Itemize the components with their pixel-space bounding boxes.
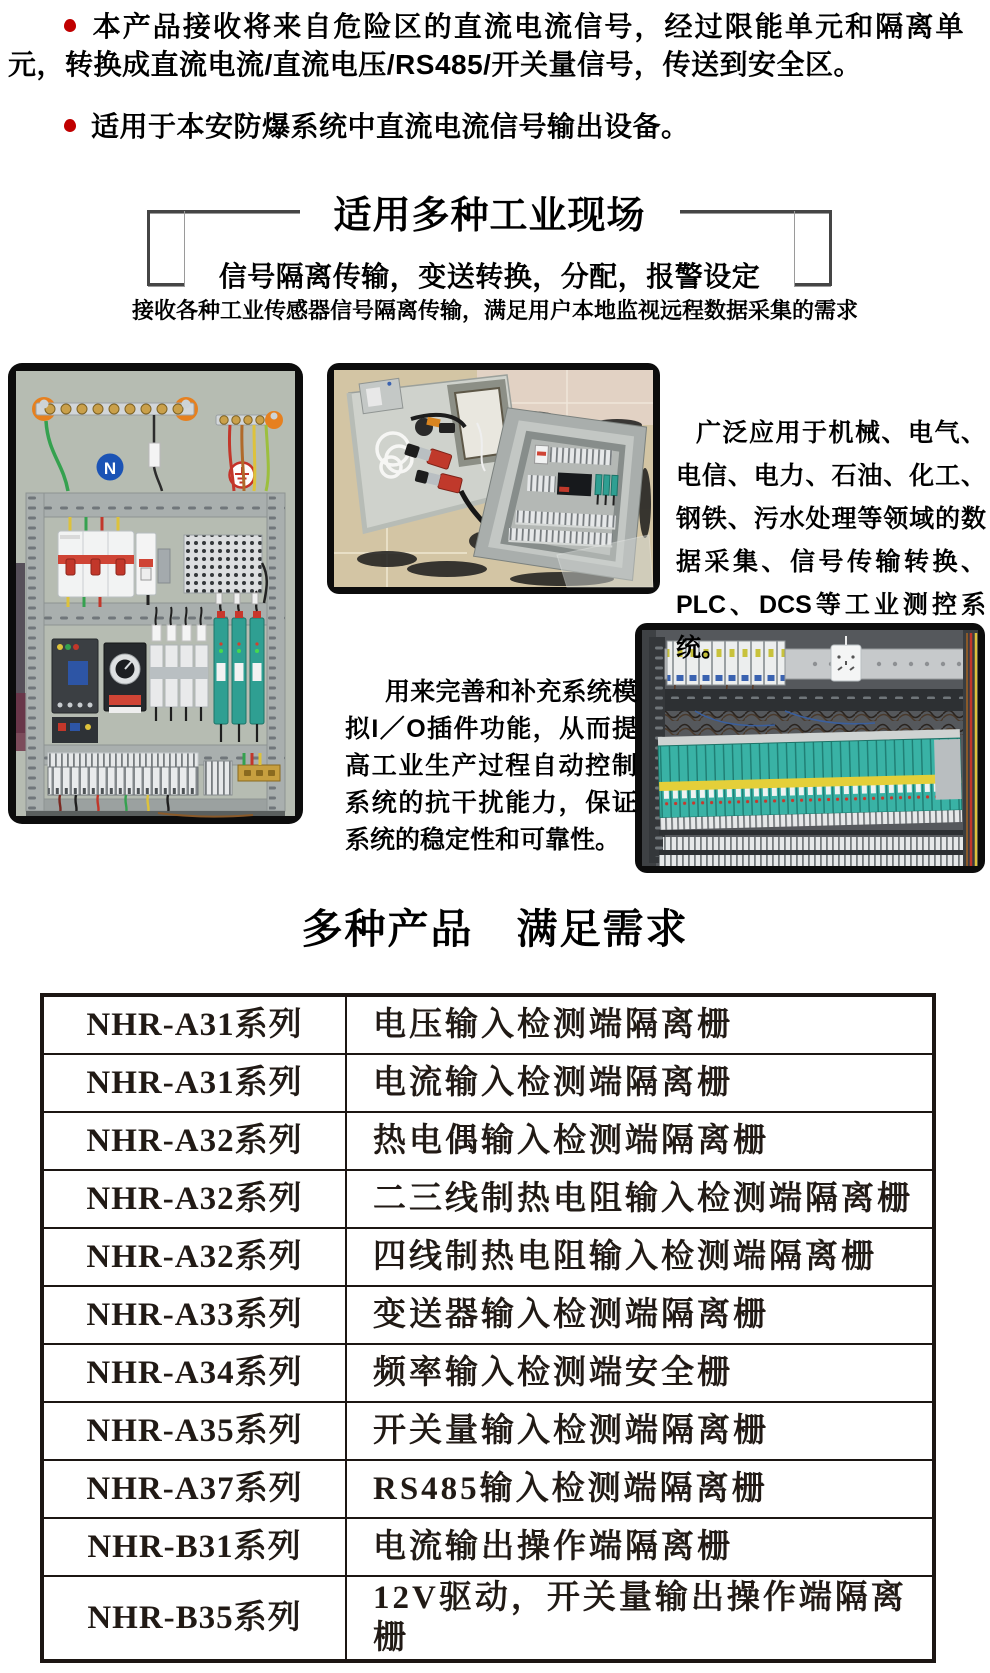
- series-cell: NHR-A33系列: [42, 1286, 346, 1344]
- table-row: [42, 1112, 934, 1170]
- banner-subtitle: 信号隔离传输，变送转换，分配，报警设定: [218, 261, 761, 292]
- table-row: [42, 1518, 934, 1576]
- description-cell: 电压输入检测端隔离栅: [346, 995, 934, 1054]
- series-cell: NHR-B31系列: [42, 1518, 346, 1576]
- junction-box-photo: [327, 363, 660, 594]
- bracket-left-icon: [147, 210, 184, 286]
- banner-title: 适用多种工业现场: [333, 194, 646, 237]
- description-cell: 四线制热电阻输入检测端隔离栅: [346, 1228, 934, 1286]
- series-cell: NHR-A32系列: [42, 1112, 346, 1170]
- bracket-right-icon: [795, 210, 832, 286]
- description-cell: 开关量输入检测端隔离栅: [346, 1402, 934, 1460]
- table-row: [42, 1054, 934, 1112]
- bullet-item: [8, 8, 964, 84]
- isolator-modules: [214, 591, 264, 742]
- bullet-icon: [64, 19, 76, 32]
- table-row: [42, 1170, 934, 1228]
- bullet-icon: [64, 119, 76, 132]
- table-row: [42, 1460, 934, 1518]
- applications-caption: 广泛应用于机械、电气、电信、电力、石油、化工、钢铁、污水处理等领域的数据采集、信号传输转换、PLC、DCS等工业测控系统。: [676, 419, 986, 662]
- description-cell: 12V驱动，开关量输出操作端隔离栅: [346, 1576, 934, 1661]
- description-cell: 热电偶输入检测端隔离栅: [346, 1112, 934, 1170]
- purpose-caption: 用来完善和补充系统模拟I／O插件功能，从而提高工业生产过程自动控制系统的抗干扰能力，保证系统的稳定性和可靠性。: [345, 678, 637, 854]
- terminal-strip: [48, 767, 198, 795]
- description-cell: 变送器输入检测端隔离栅: [346, 1286, 934, 1344]
- svg-text:N: N: [103, 459, 117, 478]
- series-cell: NHR-A31系列: [42, 1054, 346, 1112]
- banner-note: 接收各种工业传感器信号隔离传输，满足用户本地监视远程数据采集的需求: [131, 298, 858, 323]
- bullet-text: 本产品接收将来自危险区的直流电流信号，经过限能单元和隔离单元，转换成直流电流/直流电压/RS485/开关量信号，传送到安全区。: [8, 11, 964, 80]
- series-cell: NHR-A32系列: [42, 1170, 346, 1228]
- series-cell: NHR-B35系列: [42, 1576, 346, 1661]
- control-cabinet-photo: [8, 363, 303, 824]
- table-row: [42, 1344, 934, 1402]
- bullet-text: 适用于本安防爆系统中直流电流信号输出设备。: [91, 111, 690, 142]
- bullet-item: [8, 108, 964, 146]
- series-cell: NHR-A32系列: [42, 1228, 346, 1286]
- neutral-badge: [97, 454, 124, 481]
- terminal-row: [663, 837, 963, 850]
- table-row: [42, 995, 934, 1054]
- terminal-row: [659, 855, 965, 866]
- relay-band: [658, 729, 962, 830]
- table-row: [42, 1228, 934, 1286]
- banner-section: [147, 187, 832, 293]
- intro-section: [0, 0, 990, 146]
- description-cell: RS485输入检测端隔离栅: [346, 1460, 934, 1518]
- table-row: [42, 1402, 934, 1460]
- series-cell: NHR-A35系列: [42, 1402, 346, 1460]
- power-supply: [184, 535, 262, 593]
- table-row: [42, 1286, 934, 1344]
- series-cell: NHR-A37系列: [42, 1460, 346, 1518]
- photo-band: [0, 331, 990, 883]
- description-cell: 电流输出操作端隔离栅: [346, 1518, 934, 1576]
- description-cell: 频率输入检测端安全栅: [346, 1344, 934, 1402]
- product-table: [40, 993, 936, 1663]
- banner-title-row: [147, 187, 832, 235]
- wire-markers: [48, 753, 198, 767]
- products-heading: 多种产品 满足需求: [301, 906, 689, 952]
- table-row: [42, 1576, 934, 1661]
- description-cell: 电流输入检测端隔离栅: [346, 1054, 934, 1112]
- description-cell: 二三线制热电阻输入检测端隔离栅: [346, 1170, 934, 1228]
- series-cell: NHR-A31系列: [42, 995, 346, 1054]
- series-cell: NHR-A34系列: [42, 1344, 346, 1402]
